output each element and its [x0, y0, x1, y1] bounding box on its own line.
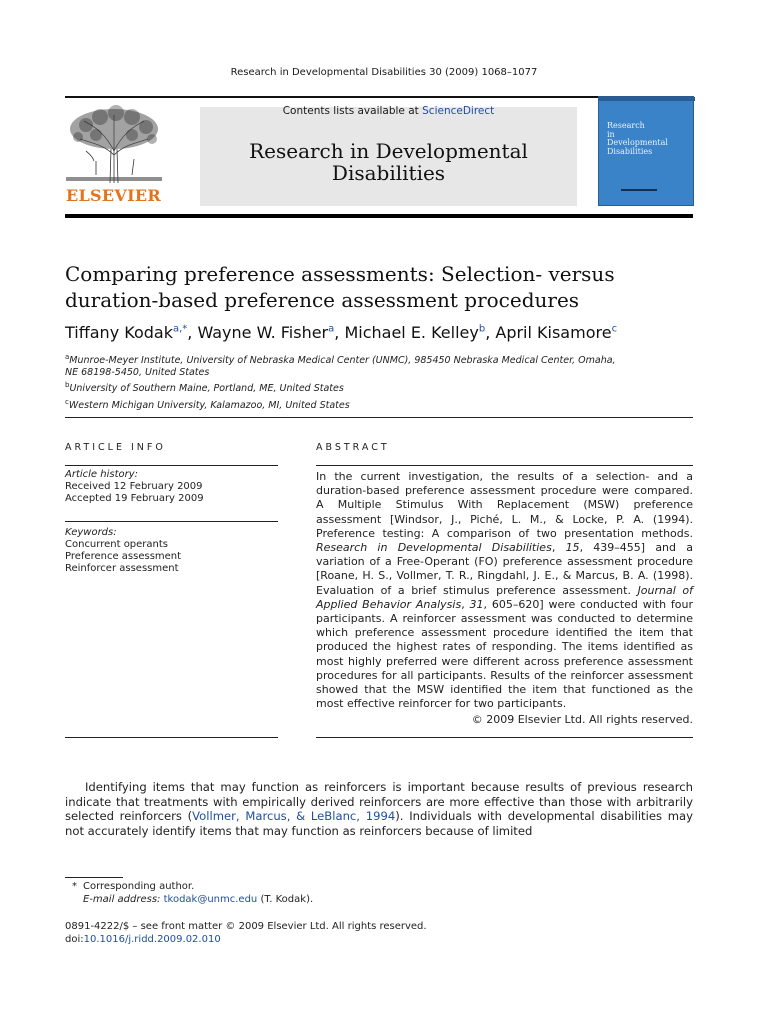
affiliation-b: [65, 380, 693, 395]
doi-label: doi:: [65, 934, 84, 945]
author-affil-mark[interactable]: a,*: [172, 323, 188, 335]
email-link[interactable]: tkodak@unmc.edu: [163, 894, 258, 905]
author-affil-mark[interactable]: b: [478, 323, 486, 335]
affil-mark: c: [65, 397, 69, 406]
keyword-item[interactable]: Preference assessment: [65, 551, 182, 562]
front-matter-info: [65, 920, 693, 946]
journal-name: Research in Developmental Disabilities: [249, 139, 528, 185]
issn-line: 0891-4222/$ – see front matter © 2009 Elsevier Ltd. All rights reserved.: [65, 921, 427, 932]
abstract-volume: 15: [565, 541, 580, 555]
author-name[interactable]: April Kisamore: [495, 323, 612, 342]
accepted-date: Accepted 19 February 2009: [65, 493, 204, 504]
abstract-text: [316, 470, 693, 711]
author-name[interactable]: Michael E. Kelley: [344, 323, 479, 342]
abstract-journal-ref: Research in Developmental Disabilities: [316, 541, 552, 555]
affil-text-cont: NE 68198-5450, United States: [65, 366, 210, 378]
abstract-sep: ,: [551, 541, 566, 555]
body-text-part: ). Individuals with developmental disabilities may not accurately identify items that may function as reinforcers because of limited: [65, 809, 693, 838]
received-date: Received 12 February 2009: [65, 481, 203, 492]
keywords-rule: [65, 521, 278, 522]
contents-availability: [200, 105, 577, 117]
keyword-item[interactable]: Concurrent operants: [65, 539, 169, 550]
affil-text: Western Michigan University, Kalamazoo, MI, United States: [68, 399, 350, 411]
title-line-1: Comparing preference assessments: Selection- versus: [65, 262, 615, 286]
corresponding-author-note: [65, 880, 693, 893]
doi-line: [65, 933, 693, 946]
abstract-bottom-rule: [316, 737, 693, 738]
keywords-block: [65, 527, 278, 575]
cover-stripe: [599, 97, 695, 101]
affiliation-divider: [65, 417, 693, 418]
body-text-part: Identifying items that may function as reinforcers is important because results of previous research indicate that treatments with empirically derived reinforcers are more effective than those with arbitrarily selected reinforcers (: [65, 780, 693, 824]
author-affil-mark[interactable]: a: [328, 323, 335, 335]
doi-link[interactable]: 10.1016/j.ridd.2009.02.010: [83, 934, 221, 945]
abstract-volume: 31: [469, 597, 484, 611]
abstract-journal-ref: Journal of Applied Behavior Analysis: [316, 583, 694, 611]
abstract-sep: ,: [461, 597, 470, 611]
affil-mark: b: [65, 381, 70, 390]
corresponding-label: Corresponding author.: [83, 881, 195, 892]
abstract-heading: ABSTRACT: [316, 442, 390, 453]
affiliation-a: [65, 352, 693, 378]
publisher-logo: ELSEVIER: [66, 186, 161, 205]
sciencedirect-link[interactable]: ScienceDirect: [422, 105, 495, 117]
abstract-part: , 439–455] and a variation of a Free-Operant (FO) preference assessment procedure [Roane, H. S., Vollmer, T. R., Ringdahl, J. E., & Marcus, B. A. (1998). Evaluation of a brief stimulus preference assessment.: [316, 541, 693, 597]
footnote: [65, 880, 693, 906]
journal-citation: Research in Developmental Disabilities 30 (2009) 1068–1077: [230, 67, 538, 78]
article-info-rule: [65, 465, 278, 466]
affil-text: University of Southern Maine, Portland, ME, United States: [69, 383, 344, 395]
email-note: [65, 893, 693, 906]
article-title: [65, 261, 705, 313]
author-name[interactable]: Wayne W. Fisher: [197, 323, 329, 342]
keyword-item[interactable]: Reinforcer assessment: [65, 563, 179, 574]
contents-prefix: Contents lists available at: [282, 105, 423, 117]
affiliation-c: [65, 397, 693, 412]
affil-text: Munroe-Meyer Institute, University of Nebraska Medical Center (UNMC), 985450 Nebraska Medical Center, Omaha,: [69, 355, 616, 367]
title-line-2: duration-based preference assessment procedures: [65, 288, 580, 312]
author-list: Tiffany Kodak$^{a,*}$, Wayne W. Fisher$^a$, Michael E. Kelley$^b$, April Kisamore$^c$: [65, 323, 618, 342]
cover-bar: [621, 189, 657, 191]
email-suffix: (T. Kodak).: [257, 894, 314, 905]
abstract-rule: [316, 465, 693, 466]
abstract-copyright: © 2009 Elsevier Ltd. All rights reserved.: [471, 713, 693, 726]
citation-link[interactable]: Vollmer, Marcus, & LeBlanc, 1994: [192, 809, 396, 824]
elsevier-tree-logo-icon: [66, 105, 162, 183]
keywords-label: Keywords:: [65, 527, 117, 538]
article-info-bottom-rule: [65, 737, 278, 738]
cover-title: Research in Developmental Disabilities: [607, 121, 668, 156]
article-history: [65, 469, 278, 505]
article-info-heading: ARTICLE INFO: [65, 442, 166, 453]
affil-mark: a: [65, 353, 70, 361]
abstract-part: In the current investigation, the results of a selection- and a duration-based preference assessment procedure were compared. A Multiple Stimulus With Replacement (MSW) preference assessment [Windsor, J., Piché, L. M., & Locke, P. A. (1994). Preference testing: A comparison of two presentation methods.: [316, 470, 693, 540]
history-label: Article history:: [65, 469, 139, 480]
abstract-part: , 605–620] were conducted with four participants. A reinforcer assessment was conducted to determine which preference assessment procedure identified the item that produced the highest rates of responding. The items identified as most highly preferred were different across preference assessment procedures for all participants. Results of the reinforcer assessment showed that the MSW identified the item that functioned as the most effective reinforcer for two participants.: [316, 597, 693, 711]
journal-cover-image: [598, 96, 694, 206]
email-label: E-mail address:: [83, 894, 164, 905]
footnote-marker: *: [72, 881, 77, 892]
body-paragraph: [65, 780, 693, 838]
author-affil-mark[interactable]: c: [611, 323, 618, 335]
affiliations: [65, 352, 693, 413]
header-divider: [65, 214, 693, 218]
footnote-rule: [65, 877, 123, 878]
author-name[interactable]: Tiffany Kodak: [65, 323, 173, 342]
